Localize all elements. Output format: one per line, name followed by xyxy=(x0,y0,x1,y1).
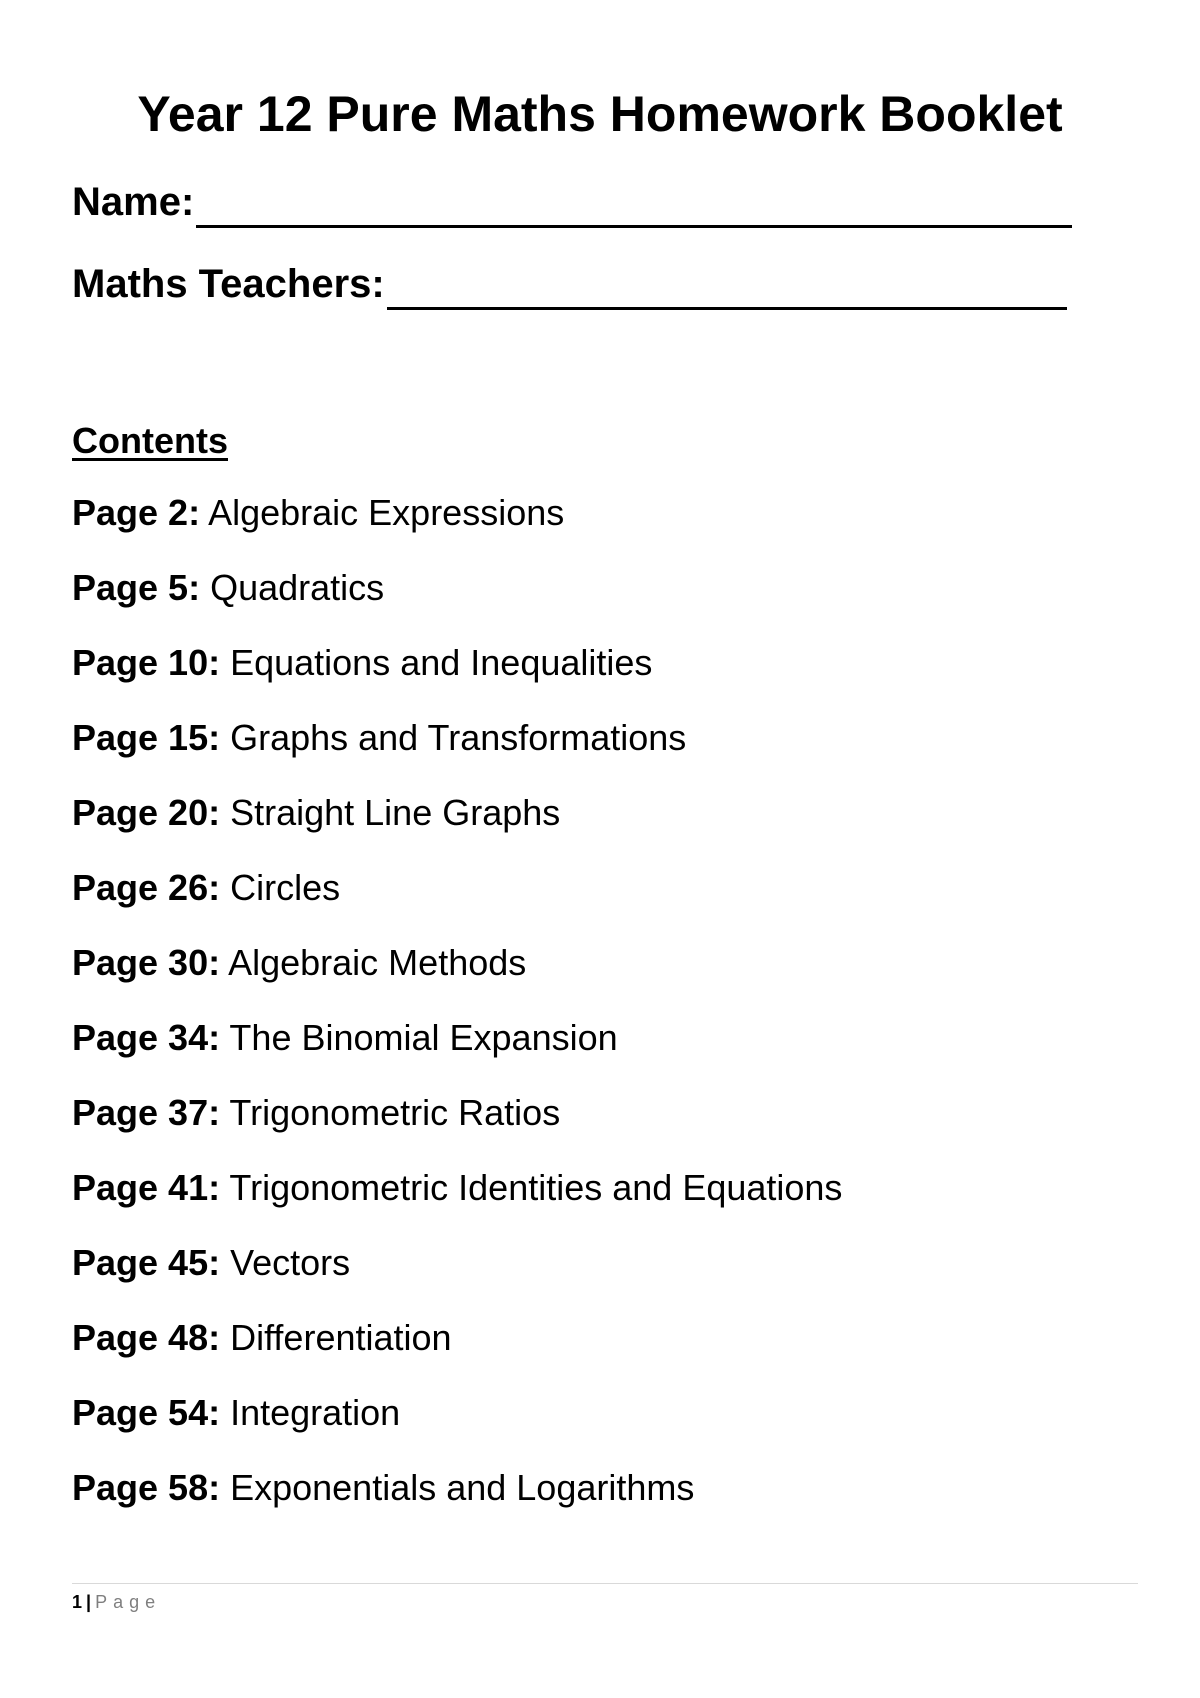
contents-item xyxy=(72,640,842,715)
contents-topic: Vectors xyxy=(220,1242,351,1283)
contents-item xyxy=(72,790,842,865)
name-blank-line xyxy=(196,189,1072,228)
teachers-blank-line xyxy=(387,271,1067,310)
footer-page-word: Page xyxy=(95,1592,162,1612)
contents-topic: Exponentials and Logarithms xyxy=(220,1467,695,1508)
contents-item xyxy=(72,1165,842,1240)
contents-item xyxy=(72,1015,842,1090)
name-label: Name: xyxy=(72,180,195,224)
contents-topic: Equations and Inequalities xyxy=(220,642,653,683)
footer-divider xyxy=(72,1583,1138,1584)
contents-page-number: Page 48: xyxy=(72,1317,221,1358)
contents-item xyxy=(72,1390,842,1465)
contents-page-number: Page 2: xyxy=(72,492,201,533)
contents-topic: Trigonometric Identities and Equations xyxy=(220,1167,843,1208)
contents-topic: Circles xyxy=(220,867,341,908)
contents-page-number: Page 10: xyxy=(72,642,221,683)
contents-page-number: Page 54: xyxy=(72,1392,221,1433)
contents-page-number: Page 20: xyxy=(72,792,221,833)
contents-item xyxy=(72,940,842,1015)
contents-page-number: Page 5: xyxy=(72,567,201,608)
name-field xyxy=(72,176,1072,228)
contents-page-number: Page 58: xyxy=(72,1467,221,1508)
contents-page-number: Page 34: xyxy=(72,1017,221,1058)
contents-page-number: Page 45: xyxy=(72,1242,221,1283)
contents-topic: Quadratics xyxy=(200,567,385,608)
contents-topic: The Binomial Expansion xyxy=(220,1017,618,1058)
contents-topic: Straight Line Graphs xyxy=(220,792,561,833)
teachers-label: Maths Teachers: xyxy=(72,262,385,306)
contents-heading: Contents xyxy=(72,420,228,461)
contents-item xyxy=(72,1240,842,1315)
contents-topic: Algebraic Expressions xyxy=(200,492,565,533)
contents-item xyxy=(72,715,842,790)
contents-item xyxy=(72,1090,842,1165)
contents-page-number: Page 41: xyxy=(72,1167,221,1208)
teachers-field xyxy=(72,258,1067,310)
contents-topic: Algebraic Methods xyxy=(220,942,527,983)
contents-topic: Integration xyxy=(220,1392,401,1433)
contents-page-number: Page 30: xyxy=(72,942,221,983)
contents-item xyxy=(72,490,842,565)
contents-page-number: Page 37: xyxy=(72,1092,221,1133)
contents-item xyxy=(72,565,842,640)
document-title: Year 12 Pure Maths Homework Booklet xyxy=(137,86,1063,142)
contents-item xyxy=(72,1465,842,1540)
footer-page-number: 1 xyxy=(72,1592,83,1612)
footer-separator: | xyxy=(86,1592,92,1612)
contents-page-number: Page 26: xyxy=(72,867,221,908)
contents-list xyxy=(72,490,842,1540)
contents-item xyxy=(72,1315,842,1390)
contents-item xyxy=(72,865,842,940)
contents-topic: Graphs and Transformations xyxy=(220,717,687,758)
contents-topic: Differentiation xyxy=(220,1317,452,1358)
contents-page-number: Page 15: xyxy=(72,717,221,758)
page-footer xyxy=(72,1590,161,1614)
contents-topic: Trigonometric Ratios xyxy=(220,1092,561,1133)
